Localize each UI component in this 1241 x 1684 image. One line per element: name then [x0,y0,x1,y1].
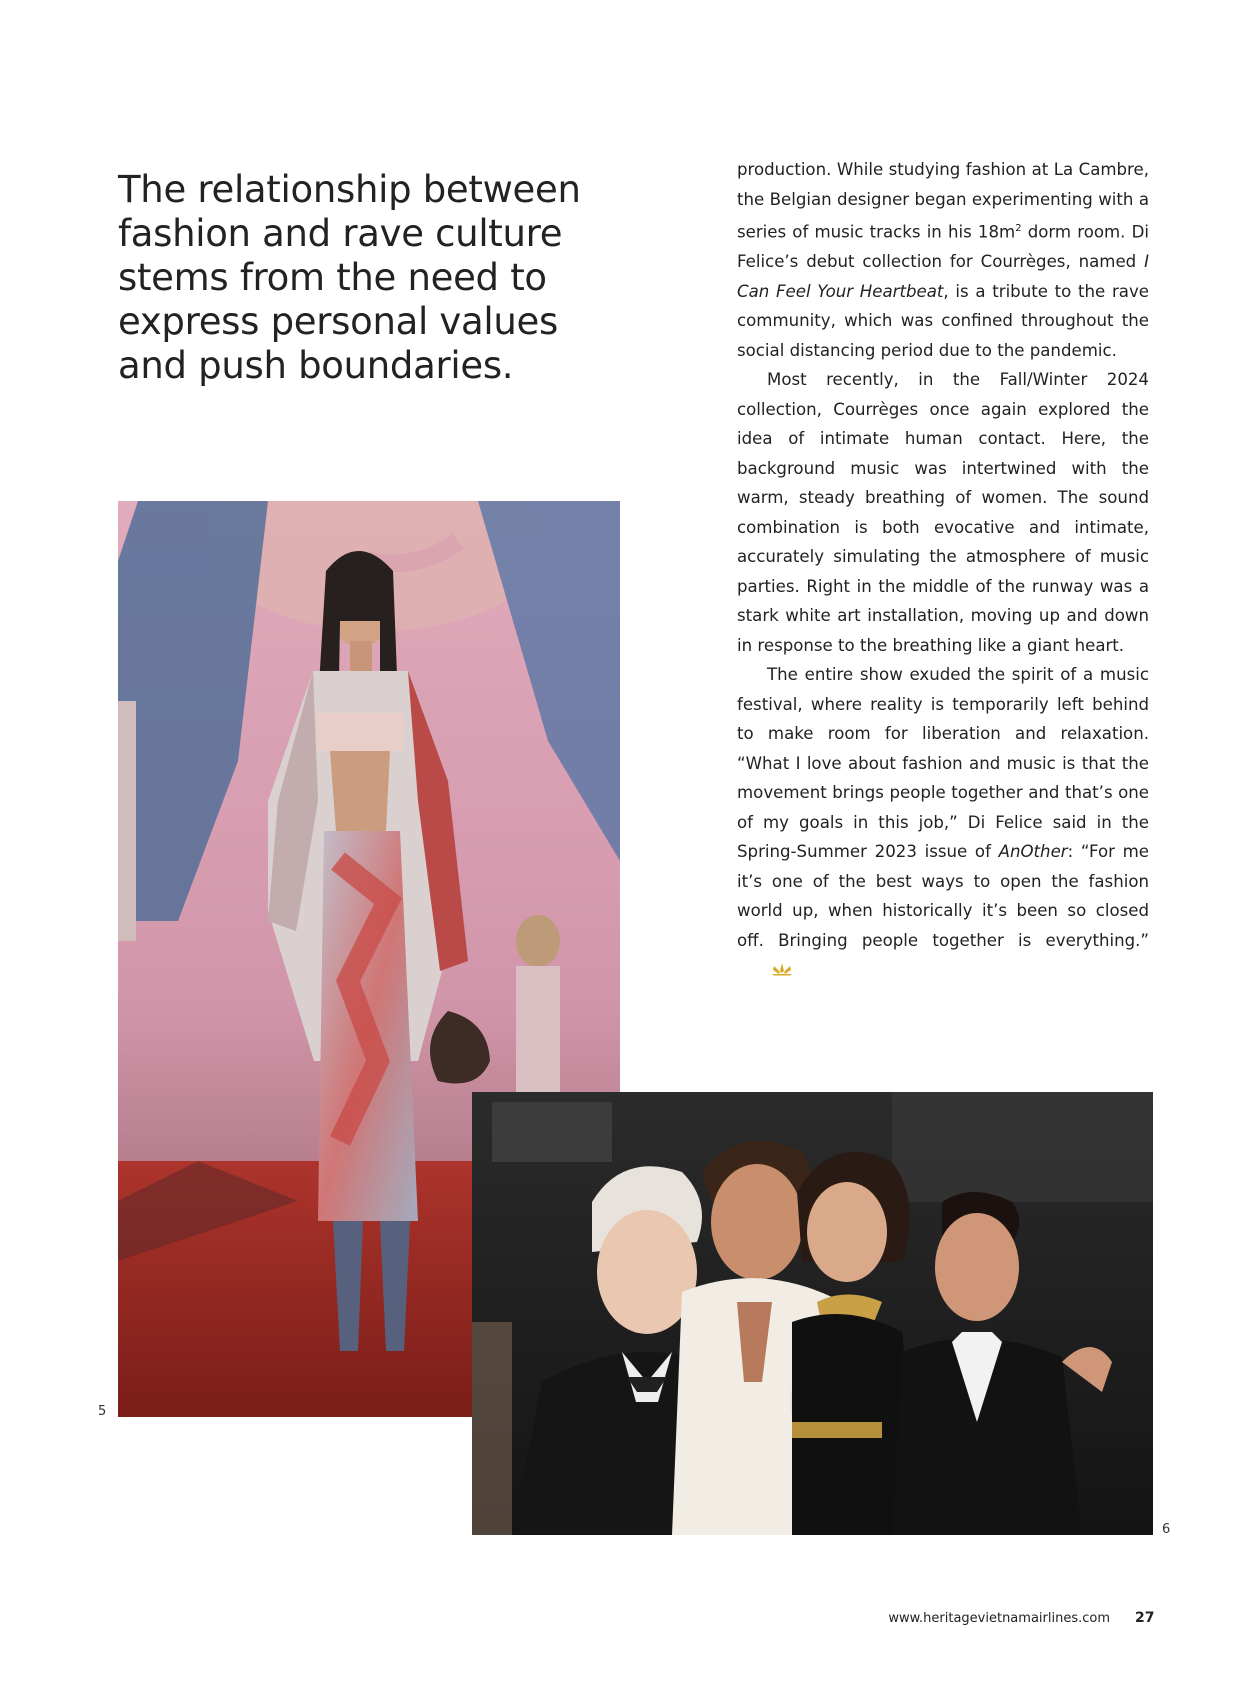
photo-caption-number-6: 6 [1162,1522,1171,1537]
party-photo [472,1092,1153,1535]
page-number: 27 [1135,1610,1155,1626]
paragraph-2: Most recently, in the Fall/Winter 2024 collection, Courrèges once again explored the idea of intimate human contact. Here, the background music was intertwined with the warm, steady breathing of women. The sound combination is both evocative and intimate, accurately simulating the atmosphere of music parties. Right in the middle of the runway was a stark white art installation, moving up and down in response to the breathing like a giant heart. [737,370,1149,655]
superscript: 2 [1015,223,1022,234]
article-body [737,155,1149,985]
paragraph-1: production. While studying fashion at La Cambre, the Belgian designer began experimenting with a series of music tracks in his $18m^2$ dorm room. Di Felice’s debut collection for Courrèges, named I Can Feel Your Heartbeat, is a tribute to the rave community, which was confined throughout the social distancing period due to the pandemic. [737,160,1150,360]
collection-title: I Can Feel Your Heartbeat [737,252,1149,301]
magazine-title: AnOther [998,842,1068,862]
lotus-end-mark-icon [741,956,793,986]
photo-caption-number-5: 5 [98,1404,107,1419]
pull-quote: The relationship between fashion and rave culture stems from the need to express personal values and push boundaries. [118,168,581,387]
footer-url: www.heritagevietnamairlines.com [888,1611,1110,1626]
paragraph-3: The entire show exuded the spirit of a music festival, where reality is temporarily left behind to make room for liberation and relaxation. “What I love about fashion and music is that the movement brings people together and that’s one of my goals in this job,” Di Felice said in the Spring-Summer 2023 issue of AnOther: “For me it’s one of the best ways to open the fashion world up, when historically it’s been so closed off. Bringing people together is everything.” [737,660,1149,985]
